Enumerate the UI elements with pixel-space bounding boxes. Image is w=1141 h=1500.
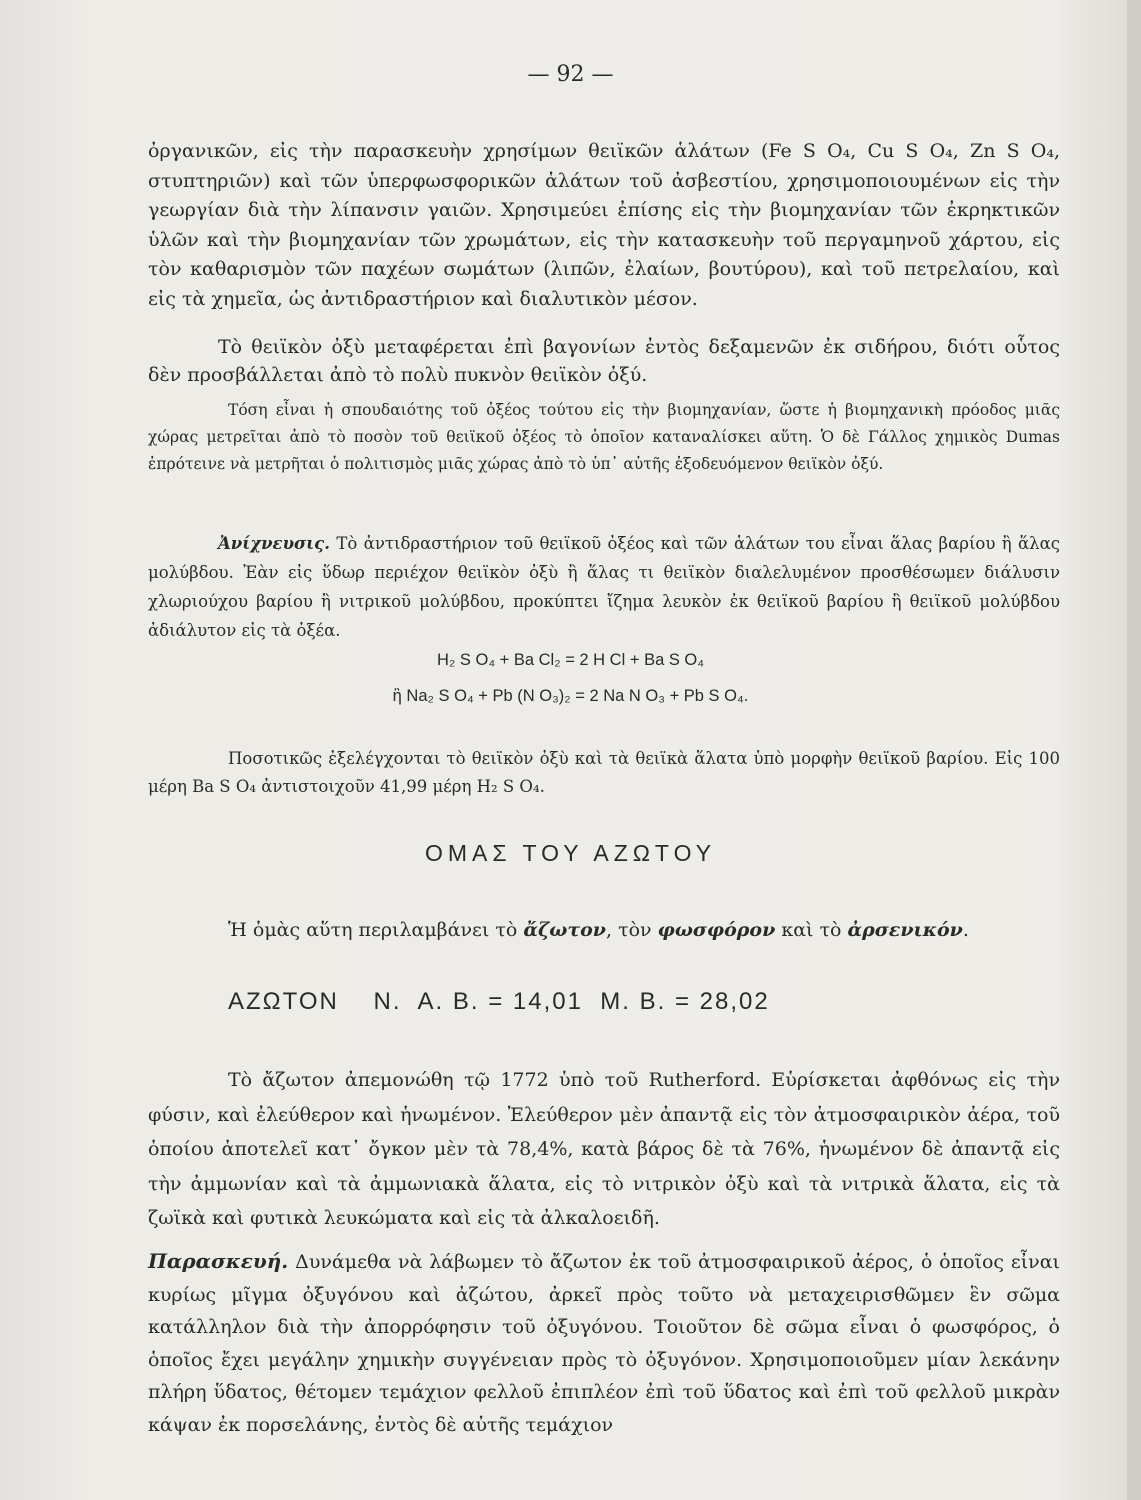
paragraph-quantitative-text: Ποσοτικῶς ἐξελέγχονται τὸ θειϊκὸν ὀξὺ καὶ τὰ θειϊκὰ ἅλατα ὑπὸ μορφὴν θειϊκοῦ βαρίου. Εἰς 100 μέρη Ba S O₄ ἀντιστοιχοῦν 41,99 μέρη H₂ S O₄. — [148, 748, 1060, 796]
paragraph-uses: ὀργανικῶν, εἰς τὴν παρασκευὴν χρησίμων θειϊκῶν ἁλάτων (Fe S O₄, Cu S O₄, Zn S O₄, στυπτηριῶν) καὶ τῶν ὑπερφωσφορικῶν ἁλάτων τοῦ ἀσβεστίου, χρησιμοποιουμένων εἰς τὴν γεωργίαν διὰ τὴν λίπανσιν γαιῶν. Χρησιμεύει ἐπίσης εἰς τὴν βιομηχανίαν τῶν ἐκρηκτικῶν ὑλῶν καὶ τὴν βιομηχανίαν τῶν χρωμάτων, εἰς τὴν κατασκευὴν τοῦ περγαμηνοῦ χάρτου, εἰς τὸν καθαρισμὸν τῶν παχέων σωμάτων (λιπῶν, ἐλαίων, βουτύρου), καὶ τοῦ πετρελαίου, καὶ εἰς τὰ χημεῖα, ὡς ἀντιδραστήριον καὶ διαλυτικὸν μέσον. — [148, 140, 1060, 310]
detection-text: Τὸ ἀντιδραστήριον τοῦ θειϊκοῦ ὀξέος καὶ τῶν ἁλάτων του εἶναι ἅλας βαρίου ἢ ἅλας μολύβδου. Ἐὰν εἰς ὕδωρ περιέχον θειϊκὸν ὀξὺ ἢ ἅλας τι θειϊκὸν διαλελυμένον προσθέσωμεν διάλυσιν χλωριούχου βαρίου ἢ νιτρικοῦ μολύβδου, προκύπτει ἴζημα λευκὸν ἐκ θειϊκοῦ βαρίου ἢ θειϊκοῦ μολύβδου ἀδιάλυτον εἰς τὰ ὀξέα. — [148, 533, 1060, 640]
paragraph-preparation — [148, 1245, 1060, 1441]
equation-2: ἢ Na₂ S O₄ + Pb (N O₃)₂ = 2 Na N O₃ + Pb S O₄. — [392, 687, 749, 705]
paragraph-importance-text: Τόση εἶναι ἡ σπουδαιότης τοῦ ὀξέος τούτου εἰς τὴν βιομηχανίαν, ὥστε ἡ βιομηχανικὴ πρόοδος μιᾶς χώρας μετρεῖται ἀπὸ τὸ ποσὸν τοῦ θειϊκοῦ ὀξέος τὸ ὁποῖον καταναλίσκει αὕτη. Ὁ δὲ Γάλλος χημικὸς Dumas ἐπρότεινε νὰ μετρῆται ὁ πολιτισμὸς μιᾶς χώρας ἀπὸ τὸ ὑπ᾿ αὐτῆς ἐξοδευόμενον θειϊκὸν ὀξύ. — [148, 400, 1060, 473]
section-heading: ΟΜΑΣ ΤΟΥ ΑΖΩΤΟΥ — [424, 840, 717, 866]
element-nitrogen: ἄζωτον — [523, 919, 606, 941]
detection-title: Ἀνίχνευσις. — [218, 533, 330, 553]
element-phosphorus: φωσφόρον — [657, 919, 776, 941]
group-intro-text-3: καὶ τὸ — [781, 919, 842, 941]
paragraph-quantitative — [148, 745, 1060, 801]
page-edge — [1127, 0, 1141, 1500]
equation-1: H₂ S O₄ + Ba Cl₂ = 2 H Cl + Ba S O₄ — [437, 651, 704, 669]
group-intro-text-1: Ἡ ὁμὰς αὕτη περιλαμβάνει τὸ — [228, 919, 518, 941]
equations — [0, 642, 1141, 714]
paragraph-occurrence — [148, 1063, 1060, 1236]
group-intro-text-4: . — [962, 919, 969, 941]
paragraph-occurrence-text: Τὸ ἄζωτον ἀπεμονώθη τῷ 1772 ὑπὸ τοῦ Rutherford. Εὑρίσκεται ἀφθόνως εἰς τὴν φύσιν, καὶ ἐλεύθερον καὶ ἡνωμένον. Ἐλεύθερον μὲν ἀπαντᾷ εἰς τὸν ἀτμοσφαιρικὸν ἀέρα, τοῦ ὁποίου ἀποτελεῖ κατ᾿ ὄγκον μὲν τὰ 78,4%, κατὰ βάρος δὲ τὰ 76%, ἡνωμένον δὲ ἀπαντᾷ εἰς τὴν ἀμμωνίαν καὶ τὰ ἀμμωνιακὰ ἅλατα, εἰς τὸ νιτρικὸν ὀξὺ καὶ τὰ νιτρικὰ ἅλατα, εἰς τὰ ζωϊκὰ καὶ φυτικὰ λευκώματα καὶ εἰς τὰ ἀλκαλοειδῆ. — [148, 1069, 1060, 1229]
page-number: — 92 — — [527, 62, 614, 87]
preparation-title: Παρασκευή. — [148, 1249, 289, 1273]
element-arsenic: ἀρσενικόν — [847, 919, 963, 941]
element-heading-nitrogen: ΑΖΩΤΟΝ Ν. Α. Β. = 14,01 Μ. Β. = 28,02 — [228, 988, 770, 1015]
paragraph-transport — [148, 333, 1060, 389]
group-intro-text-2: , τὸν — [605, 919, 652, 941]
preparation-text: Δυνάμεθα νὰ λάβωμεν τὸ ἄζωτον ἐκ τοῦ ἀτμοσφαιρικοῦ ἀέρος, ὁ ὁποῖος εἶναι κυρίως μῖγμα ὀξυγόνου καὶ ἀζώτου, ἀρκεῖ πρὸς τοῦτο νὰ μεταχειρισθῶμεν ἓν σῶμα κατάλληλον διὰ τὴν ἀπορρόφησιν τοῦ ὀξυγόνου. Τοιοῦτον δὲ σῶμα εἶναι ὁ φωσφόρος, ὁ ὁποῖος ἔχει μεγάλην χημικὴν συγγένειαν πρὸς τὸ ὀξυγόνον. Χρησιμοποιοῦμεν μίαν λεκάνην πλήρη ὕδατος, θέτομεν τεμάχιον φελλοῦ ἐπιπλέον ἐπὶ τοῦ ὕδατος καὶ ἐπὶ τοῦ φελλοῦ μικρὰν κάψαν ἐκ πορσελάνης, ἐντὸς δὲ αὐτῆς τεμάχιον — [148, 1251, 1060, 1436]
paragraph-detection — [148, 529, 1060, 645]
paragraph-importance — [148, 397, 1060, 478]
group-intro — [148, 915, 1060, 945]
paragraph-transport-text: Τὸ θειϊκὸν ὀξὺ μεταφέρεται ἐπὶ βαγονίων ἐντὸς δεξαμενῶν ἐκ σιδήρου, διότι οὗτος δὲν προσβάλλεται ἀπὸ τὸ πολὺ πυκνὸν θειϊκὸν ὀξύ. — [148, 336, 1060, 386]
